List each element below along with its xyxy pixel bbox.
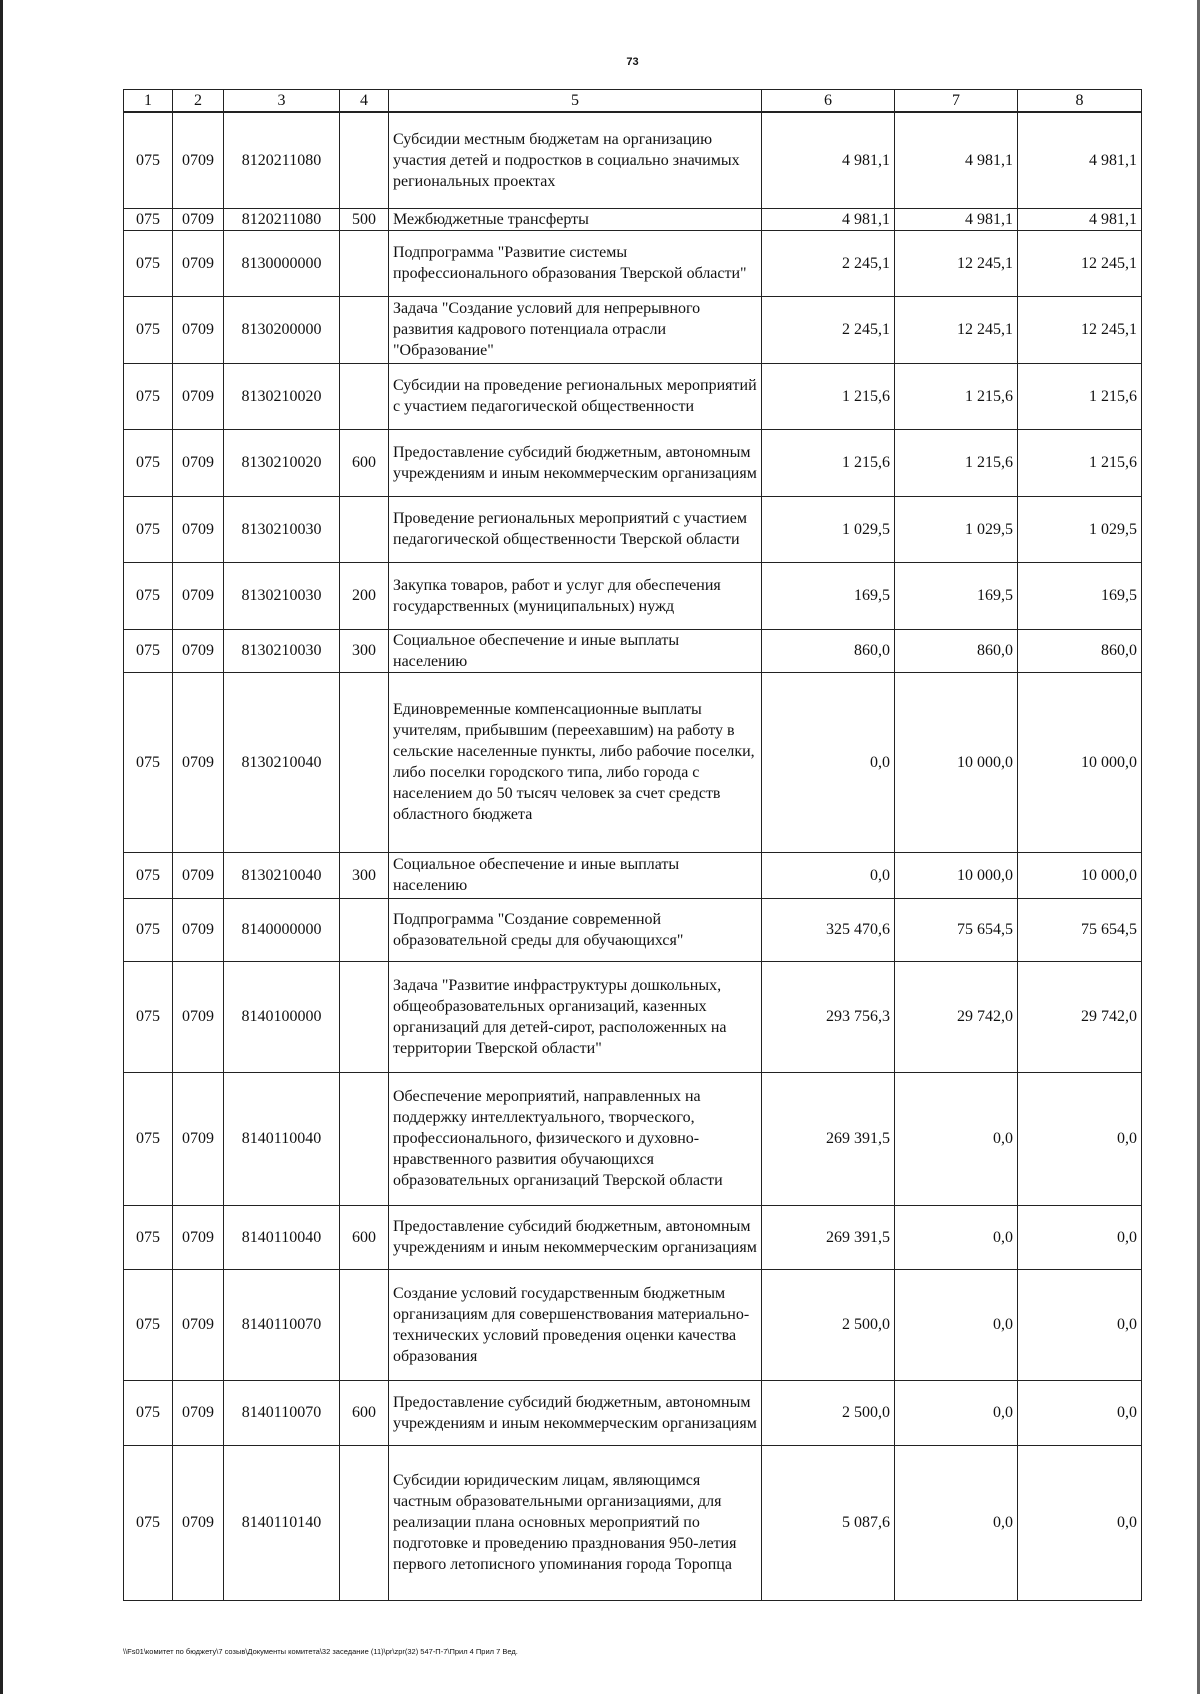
col-header: 4 — [340, 90, 389, 113]
cell-target-article: 8120211080 — [224, 112, 340, 208]
cell-section: 0709 — [173, 629, 224, 672]
cell-ministry: 075 — [124, 1269, 173, 1380]
cell-amount-col7: 1 029,5 — [895, 496, 1018, 562]
cell-amount-col7: 4 981,1 — [895, 112, 1018, 208]
cell-description: Задача "Создание условий для непрерывного развития кадрового потенциала отрасли "Образование" — [389, 296, 762, 363]
table-row — [124, 230, 1142, 296]
cell-expense-type — [340, 363, 389, 429]
cell-target-article: 8130210030 — [224, 496, 340, 562]
cell-expense-type — [340, 1445, 389, 1600]
cell-target-article: 8130000000 — [224, 230, 340, 296]
cell-ministry: 075 — [124, 208, 173, 230]
cell-amount-col8: 860,0 — [1018, 629, 1142, 672]
cell-section: 0709 — [173, 1380, 224, 1445]
cell-amount-col7: 29 742,0 — [895, 961, 1018, 1072]
table-row — [124, 363, 1142, 429]
col-header: 3 — [224, 90, 340, 113]
cell-ministry: 075 — [124, 672, 173, 852]
cell-amount-col8: 169,5 — [1018, 562, 1142, 629]
cell-target-article: 8140110140 — [224, 1445, 340, 1600]
cell-description: Социальное обеспечение и иные выплаты населению — [389, 629, 762, 672]
cell-section: 0709 — [173, 208, 224, 230]
cell-target-article: 8140110040 — [224, 1205, 340, 1269]
cell-amount-col7: 75 654,5 — [895, 898, 1018, 961]
cell-description: Социальное обеспечение и иные выплаты населению — [389, 852, 762, 898]
col-header: 5 — [389, 90, 762, 113]
cell-amount-col8: 1 215,6 — [1018, 429, 1142, 496]
cell-target-article: 8140110040 — [224, 1072, 340, 1205]
table-row — [124, 629, 1142, 672]
cell-ministry: 075 — [124, 1445, 173, 1600]
cell-expense-type — [340, 898, 389, 961]
cell-amount-col7: 0,0 — [895, 1269, 1018, 1380]
cell-target-article: 8140110070 — [224, 1269, 340, 1380]
cell-amount-col7: 0,0 — [895, 1445, 1018, 1600]
cell-target-article: 8130210030 — [224, 562, 340, 629]
cell-expense-type: 600 — [340, 429, 389, 496]
cell-description: Предоставление субсидий бюджетным, автономным учреждениям и иным некоммерческим организациям — [389, 1205, 762, 1269]
cell-amount-col8: 4 981,1 — [1018, 208, 1142, 230]
cell-target-article: 8130210040 — [224, 852, 340, 898]
cell-section: 0709 — [173, 961, 224, 1072]
cell-ministry: 075 — [124, 852, 173, 898]
cell-description: Закупка товаров, работ и услуг для обеспечения государственных (муниципальных) нужд — [389, 562, 762, 629]
cell-expense-type — [340, 112, 389, 208]
cell-description: Подпрограмма "Создание современной образовательной среды для обучающихся" — [389, 898, 762, 961]
budget-table — [123, 89, 1142, 1601]
table-row — [124, 1380, 1142, 1445]
table-row — [124, 1445, 1142, 1600]
cell-expense-type: 300 — [340, 852, 389, 898]
cell-target-article: 8130200000 — [224, 296, 340, 363]
cell-amount-col6: 4 981,1 — [762, 208, 895, 230]
cell-amount-col7: 10 000,0 — [895, 672, 1018, 852]
cell-section: 0709 — [173, 496, 224, 562]
table-row — [124, 112, 1142, 208]
cell-target-article: 8140100000 — [224, 961, 340, 1072]
cell-amount-col6: 269 391,5 — [762, 1205, 895, 1269]
cell-target-article: 8130210020 — [224, 363, 340, 429]
cell-amount-col8: 10 000,0 — [1018, 852, 1142, 898]
cell-amount-col8: 0,0 — [1018, 1445, 1142, 1600]
cell-amount-col6: 293 756,3 — [762, 961, 895, 1072]
cell-target-article: 8140110070 — [224, 1380, 340, 1445]
cell-description: Предоставление субсидий бюджетным, автономным учреждениям и иным некоммерческим организациям — [389, 1380, 762, 1445]
cell-ministry: 075 — [124, 363, 173, 429]
cell-amount-col7: 0,0 — [895, 1380, 1018, 1445]
cell-section: 0709 — [173, 1445, 224, 1600]
cell-amount-col8: 12 245,1 — [1018, 296, 1142, 363]
cell-amount-col7: 12 245,1 — [895, 230, 1018, 296]
cell-amount-col8: 0,0 — [1018, 1205, 1142, 1269]
cell-expense-type: 600 — [340, 1380, 389, 1445]
cell-expense-type — [340, 672, 389, 852]
cell-amount-col6: 169,5 — [762, 562, 895, 629]
cell-section: 0709 — [173, 230, 224, 296]
cell-ministry: 075 — [124, 230, 173, 296]
cell-description: Задача "Развитие инфраструктуры дошкольных, общеобразовательных организаций, казенных организаций для детей-сирот, расположенных на территории Тверской области" — [389, 961, 762, 1072]
cell-amount-col8: 0,0 — [1018, 1269, 1142, 1380]
cell-ministry: 075 — [124, 898, 173, 961]
cell-ministry: 075 — [124, 629, 173, 672]
col-header: 2 — [173, 90, 224, 113]
cell-amount-col6: 1 215,6 — [762, 429, 895, 496]
table-row — [124, 208, 1142, 230]
cell-target-article: 8140000000 — [224, 898, 340, 961]
table-row — [124, 898, 1142, 961]
cell-amount-col6: 1 215,6 — [762, 363, 895, 429]
cell-section: 0709 — [173, 112, 224, 208]
table-row — [124, 961, 1142, 1072]
cell-expense-type: 500 — [340, 208, 389, 230]
col-header: 1 — [124, 90, 173, 113]
cell-amount-col6: 4 981,1 — [762, 112, 895, 208]
table-row — [124, 296, 1142, 363]
cell-ministry: 075 — [124, 496, 173, 562]
footer-file-path: \\Fs01\комитет по бюджету\7 созыв\Документы комитета\32 заседание (11)\pr\zpr(32) 547-П-7\Прил 4 Прил 7 Вед. — [123, 1647, 518, 1656]
cell-description: Субсидии местным бюджетам на организацию участия детей и подростков в социально значимых региональных проектах — [389, 112, 762, 208]
cell-amount-col6: 325 470,6 — [762, 898, 895, 961]
cell-expense-type: 600 — [340, 1205, 389, 1269]
cell-amount-col8: 1 029,5 — [1018, 496, 1142, 562]
cell-section: 0709 — [173, 672, 224, 852]
cell-amount-col7: 1 215,6 — [895, 429, 1018, 496]
cell-amount-col6: 5 087,6 — [762, 1445, 895, 1600]
table-row — [124, 1269, 1142, 1380]
cell-target-article: 8120211080 — [224, 208, 340, 230]
cell-amount-col7: 4 981,1 — [895, 208, 1018, 230]
cell-amount-col7: 0,0 — [895, 1072, 1018, 1205]
cell-amount-col6: 0,0 — [762, 852, 895, 898]
cell-amount-col8: 75 654,5 — [1018, 898, 1142, 961]
cell-amount-col8: 0,0 — [1018, 1072, 1142, 1205]
cell-amount-col8: 4 981,1 — [1018, 112, 1142, 208]
header-row — [124, 90, 1142, 113]
cell-amount-col6: 860,0 — [762, 629, 895, 672]
cell-amount-col6: 2 500,0 — [762, 1269, 895, 1380]
cell-expense-type — [340, 296, 389, 363]
cell-amount-col7: 1 215,6 — [895, 363, 1018, 429]
cell-amount-col7: 0,0 — [895, 1205, 1018, 1269]
cell-description: Подпрограмма "Развитие системы профессионального образования Тверской области" — [389, 230, 762, 296]
cell-target-article: 8130210020 — [224, 429, 340, 496]
cell-section: 0709 — [173, 898, 224, 961]
cell-target-article: 8130210040 — [224, 672, 340, 852]
cell-section: 0709 — [173, 429, 224, 496]
cell-amount-col6: 2 245,1 — [762, 230, 895, 296]
cell-expense-type — [340, 1072, 389, 1205]
cell-section: 0709 — [173, 1072, 224, 1205]
cell-description: Субсидии юридическим лицам, являющимся частным образовательными организациями, для реализации плана основных мероприятий по подготовке и проведению празднования 950-летия первого летописного упоминания города Торопца — [389, 1445, 762, 1600]
table-row — [124, 429, 1142, 496]
col-header: 8 — [1018, 90, 1142, 113]
cell-amount-col6: 269 391,5 — [762, 1072, 895, 1205]
cell-ministry: 075 — [124, 961, 173, 1072]
cell-ministry: 075 — [124, 562, 173, 629]
col-header: 7 — [895, 90, 1018, 113]
cell-amount-col8: 12 245,1 — [1018, 230, 1142, 296]
cell-expense-type: 200 — [340, 562, 389, 629]
table-row — [124, 1205, 1142, 1269]
cell-section: 0709 — [173, 562, 224, 629]
cell-amount-col6: 1 029,5 — [762, 496, 895, 562]
cell-ministry: 075 — [124, 1072, 173, 1205]
cell-description: Субсидии на проведение региональных мероприятий с участием педагогической общественности — [389, 363, 762, 429]
cell-description: Межбюджетные трансферты — [389, 208, 762, 230]
cell-amount-col8: 1 215,6 — [1018, 363, 1142, 429]
cell-section: 0709 — [173, 852, 224, 898]
scan-border-left — [0, 0, 3, 1694]
cell-section: 0709 — [173, 1205, 224, 1269]
table-row — [124, 1072, 1142, 1205]
cell-expense-type — [340, 496, 389, 562]
cell-amount-col7: 12 245,1 — [895, 296, 1018, 363]
cell-description: Создание условий государственным бюджетным организациям для совершенствования материально-технических условий проведения оценки качества образования — [389, 1269, 762, 1380]
cell-expense-type — [340, 1269, 389, 1380]
cell-expense-type: 300 — [340, 629, 389, 672]
cell-section: 0709 — [173, 1269, 224, 1380]
cell-amount-col6: 0,0 — [762, 672, 895, 852]
cell-description: Предоставление субсидий бюджетным, автономным учреждениям и иным некоммерческим организациям — [389, 429, 762, 496]
cell-amount-col8: 0,0 — [1018, 1380, 1142, 1445]
cell-section: 0709 — [173, 363, 224, 429]
cell-description: Единовременные компенсационные выплаты учителям, прибывшим (переехавшим) на работу в сельские населенные пункты, либо рабочие поселки, либо поселки городского типа, либо города с населением до 50 тысяч человек за счет средств областного бюджета — [389, 672, 762, 852]
cell-amount-col7: 169,5 — [895, 562, 1018, 629]
cell-amount-col7: 860,0 — [895, 629, 1018, 672]
cell-ministry: 075 — [124, 296, 173, 363]
cell-ministry: 075 — [124, 429, 173, 496]
cell-ministry: 075 — [124, 1380, 173, 1445]
cell-description: Обеспечение мероприятий, направленных на поддержку интеллектуального, творческого, профессионального, физического и духовно-нравственного развития обучающихся образовательных организаций Тверской области — [389, 1072, 762, 1205]
table-row — [124, 496, 1142, 562]
col-header: 6 — [762, 90, 895, 113]
cell-amount-col8: 10 000,0 — [1018, 672, 1142, 852]
table-row — [124, 672, 1142, 852]
cell-amount-col6: 2 500,0 — [762, 1380, 895, 1445]
table-row — [124, 852, 1142, 898]
cell-description: Проведение региональных мероприятий с участием педагогической общественности Тверской области — [389, 496, 762, 562]
page-number: 73 — [626, 56, 639, 68]
cell-amount-col7: 10 000,0 — [895, 852, 1018, 898]
cell-expense-type — [340, 961, 389, 1072]
cell-ministry: 075 — [124, 1205, 173, 1269]
table-row — [124, 562, 1142, 629]
cell-amount-col8: 29 742,0 — [1018, 961, 1142, 1072]
cell-target-article: 8130210030 — [224, 629, 340, 672]
cell-expense-type — [340, 230, 389, 296]
cell-amount-col6: 2 245,1 — [762, 296, 895, 363]
cell-ministry: 075 — [124, 112, 173, 208]
cell-section: 0709 — [173, 296, 224, 363]
